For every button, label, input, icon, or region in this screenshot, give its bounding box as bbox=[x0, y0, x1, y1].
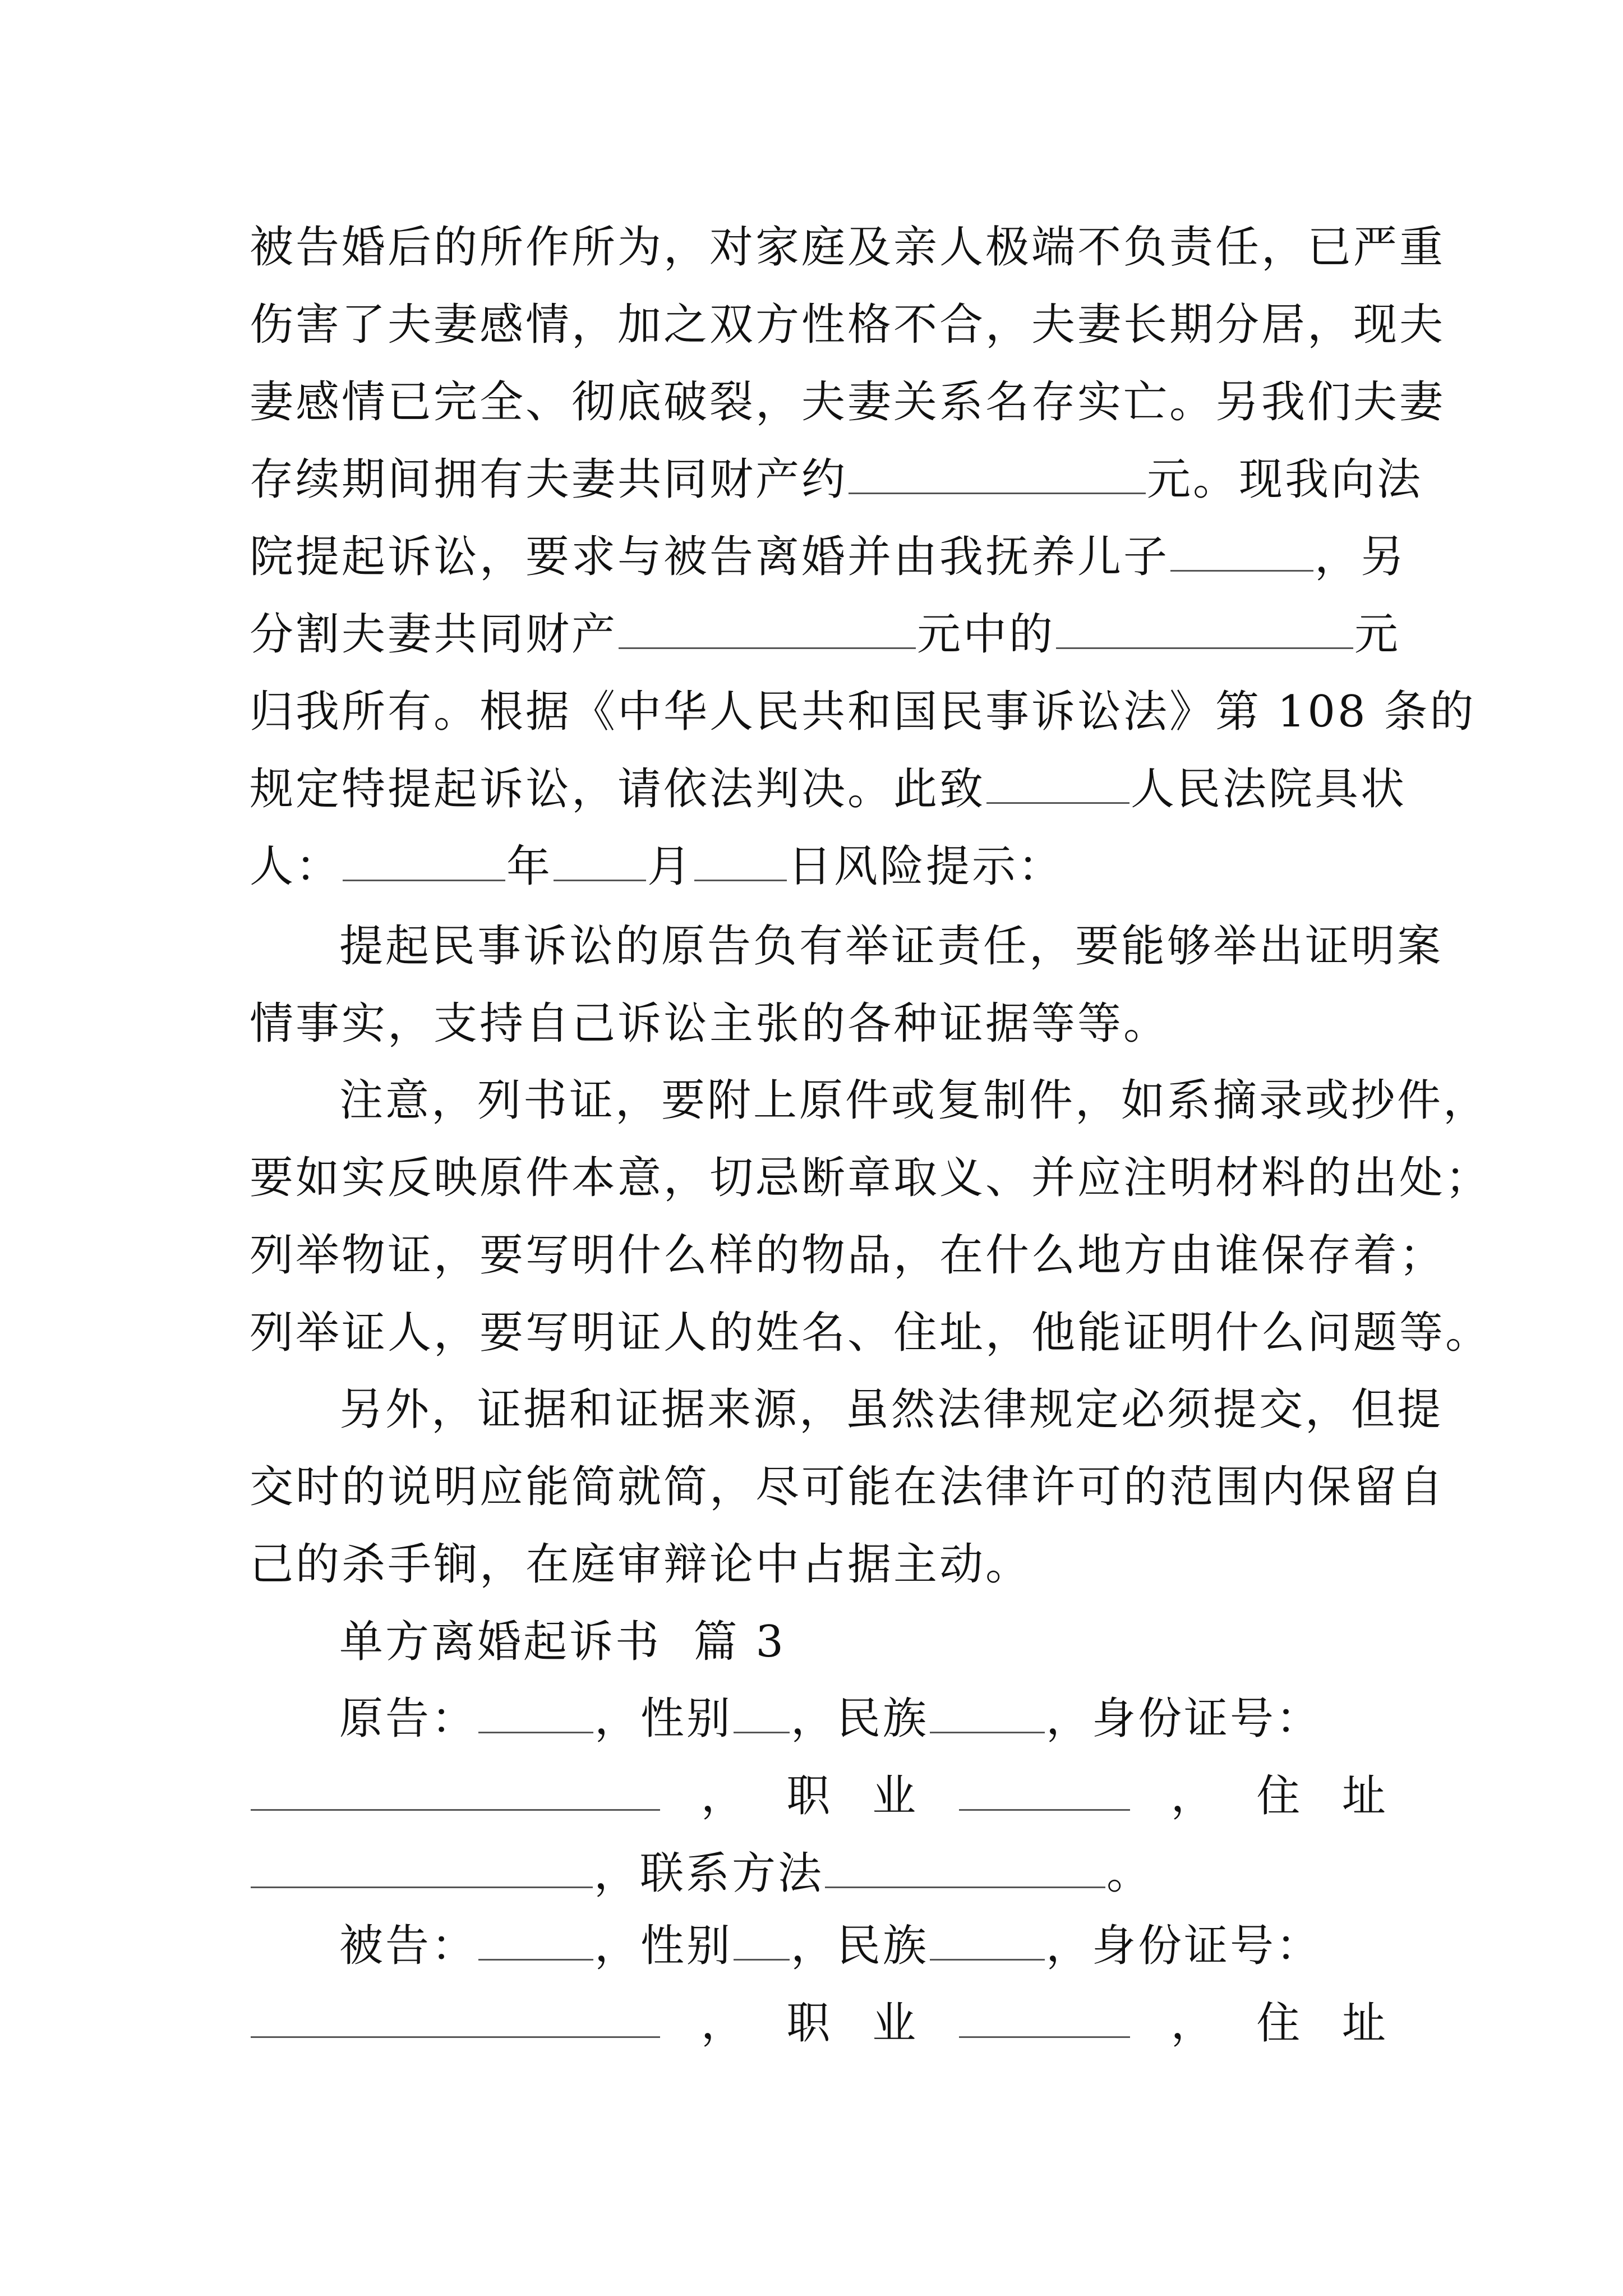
paragraph-evidence-strategy bbox=[250, 1371, 1446, 1603]
blank-field-son-name[interactable] bbox=[1170, 533, 1313, 572]
text-segment: 职 bbox=[786, 1771, 833, 1821]
text-segment: 年 bbox=[506, 841, 553, 892]
text-segment: ， bbox=[700, 1998, 747, 2049]
text-line: 伤害了夫妻感情，加之双方性格不合，夫妻长期分居，现夫 bbox=[250, 300, 1446, 350]
text-line: 己的杀手锏，在庭审辩论中占据主动。 bbox=[250, 1539, 1032, 1590]
text-line: 被告婚后的所作所为，对家庭及亲人极端不负责任，已严重 bbox=[250, 222, 1446, 273]
text-line: 情事实，支持自己诉讼主张的各种证据等等。 bbox=[250, 999, 1170, 1049]
blank-field-plaintiff-job[interactable] bbox=[959, 1772, 1130, 1811]
text-segment: ，身份证号： bbox=[1046, 1921, 1322, 1971]
blank-field-plaintiff-gender[interactable] bbox=[734, 1695, 790, 1733]
text-line bbox=[250, 441, 1423, 518]
text-segment: 存续期间拥有夫妻共同财产约 bbox=[250, 454, 848, 505]
text-line: 归我所有。根据《中华人民共和国民事诉讼法》第 108 条的 bbox=[250, 687, 1476, 737]
text-segment: 业 bbox=[872, 1998, 919, 2049]
blank-field-defendant-job[interactable] bbox=[959, 1999, 1130, 2038]
blank-field-share-amount[interactable] bbox=[1056, 610, 1353, 649]
text-segment: ， bbox=[1170, 1998, 1217, 2049]
blank-field-plaintiff-ethnicity[interactable] bbox=[930, 1695, 1045, 1733]
text-segment: ，身份证号： bbox=[1046, 1694, 1322, 1744]
blank-field-defendant-ethnicity[interactable] bbox=[930, 1922, 1045, 1961]
text-segment: ，民族 bbox=[791, 1921, 929, 1971]
text-line bbox=[250, 828, 1388, 905]
text-segment: 址 bbox=[1341, 1771, 1388, 1821]
blank-field-total-property[interactable] bbox=[619, 610, 916, 649]
defendant-label: 被告： bbox=[339, 1921, 478, 1971]
paragraph-evidence-notes bbox=[250, 1062, 1492, 1372]
text-segment: 人民法院具状 bbox=[1131, 764, 1407, 815]
text-segment: 规定特提起诉讼，请依法判决。此致 bbox=[250, 764, 986, 815]
paragraph-complaint-body bbox=[250, 209, 1476, 905]
text-segment: 月 bbox=[647, 841, 694, 892]
blank-field-month[interactable] bbox=[554, 843, 646, 881]
blank-field-defendant-id[interactable] bbox=[251, 1999, 660, 2038]
text-segment: 职 bbox=[786, 1998, 833, 2049]
text-segment: 人： bbox=[250, 841, 342, 892]
text-segment: 。 bbox=[1106, 1848, 1153, 1899]
text-line bbox=[250, 1680, 1388, 1757]
text-line: 妻感情已完全、彻底破裂，夫妻关系名存实亡。另我们夫妻 bbox=[250, 377, 1446, 427]
blank-field-property-amount[interactable] bbox=[849, 455, 1146, 494]
section-heading bbox=[250, 1603, 1388, 1681]
blank-field-day[interactable] bbox=[694, 843, 787, 881]
blank-field-year[interactable] bbox=[343, 843, 505, 881]
text-segment: 住 bbox=[1256, 1771, 1303, 1821]
text-segment: 分割夫妻共同财产 bbox=[250, 609, 618, 660]
text-segment: 院提起诉讼，要求与被告离婚并由我抚养儿子 bbox=[250, 532, 1170, 582]
plaintiff-info bbox=[250, 1680, 1388, 1912]
blank-field-plaintiff-address[interactable] bbox=[251, 1849, 593, 1888]
text-line bbox=[250, 1835, 1388, 1912]
text-segment: 业 bbox=[872, 1771, 919, 1821]
blank-field-plaintiff-name[interactable] bbox=[478, 1695, 593, 1733]
text-line: 列举证人，要写明证人的姓名、住址，他能证明什么问题等。 bbox=[250, 1308, 1492, 1358]
blank-field-plaintiff-contact[interactable] bbox=[825, 1849, 1105, 1888]
text-line bbox=[250, 518, 1407, 596]
text-line: 交时的说明应能简就简，尽可能在法律许可的范围内保留自 bbox=[250, 1462, 1446, 1512]
text-line bbox=[250, 596, 1401, 673]
text-line bbox=[250, 1985, 1388, 2062]
text-line: 另外，证据和证据来源，虽然法律规定必须提交，但提 bbox=[339, 1384, 1444, 1435]
text-segment: ，联系方法 bbox=[594, 1848, 824, 1899]
text-segment: ，性别 bbox=[594, 1921, 733, 1971]
text-segment: ，民族 bbox=[791, 1694, 929, 1744]
text-segment: 日风险提示： bbox=[788, 841, 1064, 892]
text-line bbox=[250, 1907, 1388, 1985]
blank-field-defendant-gender[interactable] bbox=[734, 1922, 790, 1961]
text-line bbox=[250, 1757, 1388, 1835]
text-line: 注意，列书证，要附上原件或复制件，如系摘录或抄件， bbox=[339, 1075, 1490, 1126]
paragraph-burden-of-proof bbox=[250, 908, 1444, 1062]
text-segment: ，性别 bbox=[594, 1694, 733, 1744]
text-segment: 住 bbox=[1256, 1998, 1303, 2049]
text-segment: 元 bbox=[1354, 609, 1401, 660]
text-segment: ，另 bbox=[1315, 532, 1407, 582]
text-line: 要如实反映原件本意，切忌断章取义、并应注明材料的出处； bbox=[250, 1153, 1492, 1203]
text-segment: 址 bbox=[1341, 1998, 1388, 2049]
blank-field-plaintiff-id[interactable] bbox=[251, 1772, 660, 1811]
blank-field-court-name[interactable] bbox=[986, 765, 1129, 804]
heading-text: 单方离婚起诉书 篇 3 bbox=[339, 1617, 786, 1667]
text-line: 提起民事诉讼的原告负有举证责任，要能够举出证明案 bbox=[339, 921, 1444, 972]
text-line bbox=[250, 751, 1407, 828]
text-line: 列举物证，要写明什么样的物品，在什么地方由谁保存着； bbox=[250, 1230, 1446, 1281]
blank-field-defendant-name[interactable] bbox=[478, 1922, 593, 1961]
text-segment: 元中的 bbox=[917, 609, 1055, 660]
text-segment: ， bbox=[700, 1771, 747, 1821]
text-segment: 元。现我向法 bbox=[1147, 454, 1423, 505]
text-segment: ， bbox=[1170, 1771, 1217, 1821]
plaintiff-label: 原告： bbox=[339, 1694, 478, 1744]
defendant-info bbox=[250, 1907, 1388, 2062]
